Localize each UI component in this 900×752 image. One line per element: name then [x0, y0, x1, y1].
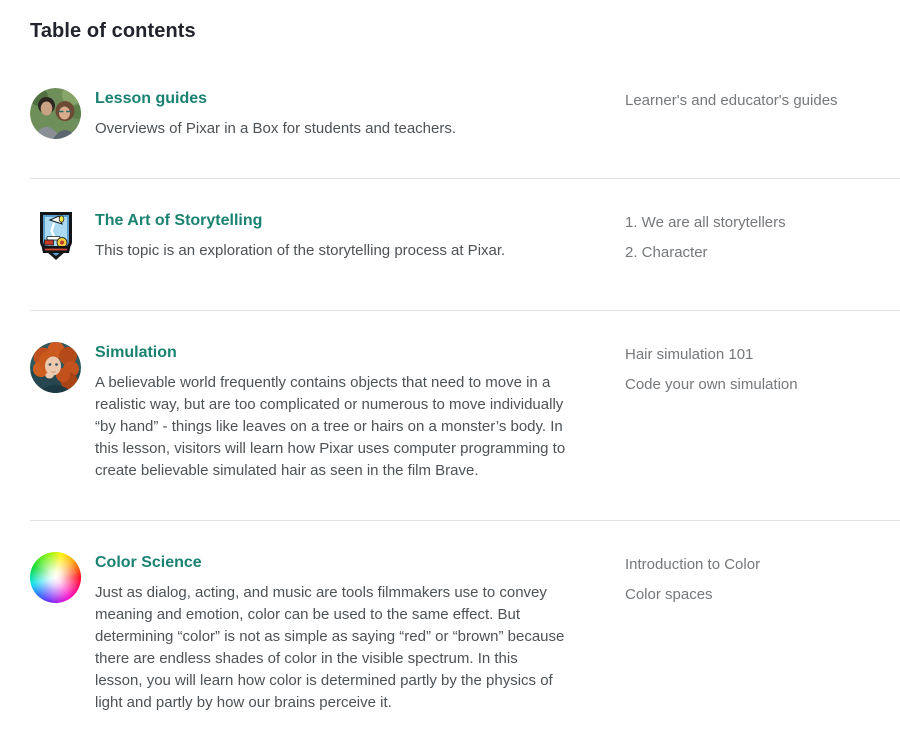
lesson-guides-description: Overviews of Pixar in a Box for students and teachers.: [95, 120, 457, 137]
toc-section-lesson-guides: [30, 57, 900, 179]
page-title: Table of contents: [30, 20, 196, 42]
toc-link-learners-educators-guides[interactable]: Learner's and educator's guides: [625, 92, 838, 109]
art-of-storytelling-title-link[interactable]: The Art of Storytelling: [95, 212, 263, 229]
toc-link-hair-simulation-101[interactable]: Hair simulation 101: [625, 346, 754, 363]
two-people-photo: [30, 88, 81, 139]
lamp-shield-badge: [38, 210, 74, 262]
toc-section-color-science: [30, 521, 900, 752]
toc-link-character[interactable]: 2. Character: [625, 244, 708, 261]
toc-link-color-spaces[interactable]: Color spaces: [625, 586, 713, 603]
color-wheel-graphic: [30, 552, 81, 603]
color-science-description: Just as dialog, acting, and music are tools filmmakers use to convey meaning and emotion, color can be used to the same effect. But determining “color” is not as simple as saying “red” or “brown” because there are endless shades of color in the visible spectrum. In this lesson, you will learn how color is determined partly by the physics of light and partly by how our brains perceive it.: [95, 584, 565, 711]
art-of-storytelling-description: This topic is an exploration of the storytelling process at Pixar.: [95, 242, 506, 259]
educators-photo-avatar-icon[interactable]: [30, 88, 81, 139]
color-science-title-link[interactable]: Color Science: [95, 554, 202, 571]
toc-link-code-your-own-simulation[interactable]: Code your own simulation: [625, 376, 798, 393]
color-wheel-icon[interactable]: [30, 552, 81, 603]
simulation-title-link[interactable]: Simulation: [95, 344, 177, 361]
merida-avatar-icon[interactable]: [30, 342, 81, 393]
simulation-description: A believable world frequently contains objects that need to move in a realistic way, but are too complicated or numerous to move individually “by hand” - things like leaves on a tree or hairs on a monster’s body. In this lesson, visitors will learn how Pixar uses computer programming to create believable simulated hair as seen in the film Brave.: [95, 374, 566, 479]
toc-link-we-are-all-storytellers[interactable]: 1. We are all storytellers: [625, 214, 786, 231]
pixar-lamp-badge-icon[interactable]: [30, 210, 81, 261]
lesson-guides-title-link[interactable]: Lesson guides: [95, 90, 208, 107]
toc-link-introduction-to-color[interactable]: Introduction to Color: [625, 556, 761, 573]
toc-section-art-of-storytelling: [30, 179, 900, 311]
merida-character-photo: [30, 342, 81, 393]
toc-section-simulation: [30, 311, 900, 521]
